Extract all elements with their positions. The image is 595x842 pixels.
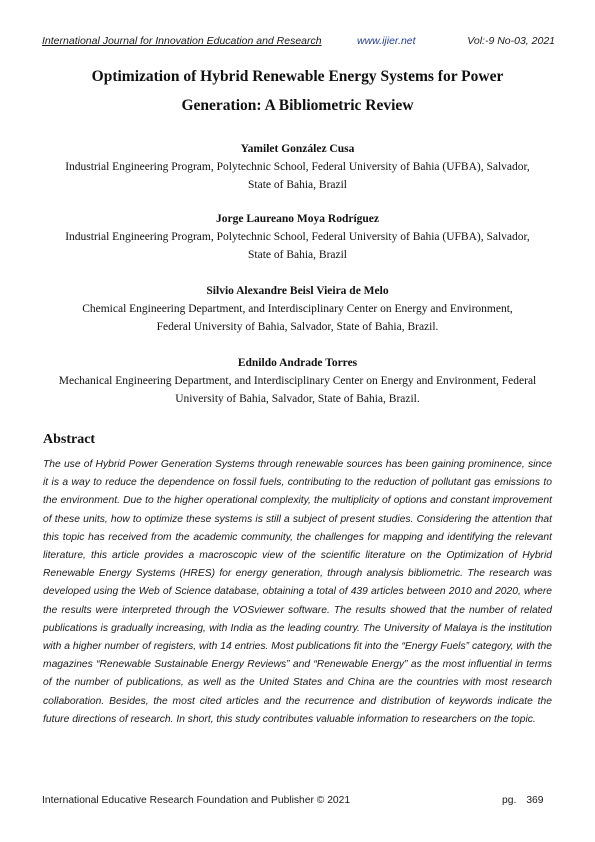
- page-number: 369: [526, 795, 544, 806]
- author-affiliation-line: Federal University of Bahia, Salvador, State of Bahia, Brazil.: [156, 321, 439, 333]
- journal-name: International Journal for Innovation Education and Research: [42, 35, 322, 47]
- author-name: Ednildo Andrade Torres: [237, 357, 358, 369]
- paper-title: [40, 62, 555, 120]
- author-affiliation-line: Chemical Engineering Department, and Interdisciplinary Center on Energy and Environment,: [82, 303, 513, 315]
- page-label: pg.: [502, 795, 517, 806]
- journal-url-link[interactable]: www.ijier.net: [357, 35, 416, 47]
- author-affiliation-line: University of Bahia, Salvador, State of Bahia, Brazil.: [175, 393, 420, 405]
- author-block: [40, 354, 555, 408]
- abstract-heading: Abstract: [43, 432, 96, 447]
- page-footer: [42, 795, 553, 811]
- publisher-copyright: International Educative Research Foundation and Publisher © 2021: [42, 795, 351, 806]
- author-name: Yamilet González Cusa: [240, 143, 355, 155]
- page-number-group: [502, 795, 544, 806]
- author-affiliation-line: State of Bahia, Brazil: [248, 249, 347, 261]
- author-block: [40, 140, 555, 194]
- author-block: [40, 282, 555, 336]
- running-header: [42, 35, 555, 51]
- author-affiliation-line: Industrial Engineering Program, Polytechnic School, Federal University of Bahia (UFBA), Salvador,: [65, 161, 530, 173]
- title-line-2: Generation: A Bibliometric Review: [181, 97, 414, 114]
- author-name: Silvio Alexandre Beisl Vieira de Melo: [206, 285, 389, 297]
- abstract-body: The use of Hybrid Power Generation Systems through renewable sources has been gaining prominence, since it is a way to reduce the dependence on fossil fuels, contributing to the reduction of pollutant gas emissions to the environment. Due to the higher operational complexity, the multiplicity of options and constant improvement of these units, how to optimize these systems is still a subject of present studies. Considering the attention that this topic has received from the academic community, the challenges for mapping and identifying the relevant literature, this article provides a macroscopic view of the scientific literature on the Optimization of Hybrid Renewable Energy Systems (HRES) for energy generation, through analysis bibliometric. The research was developed using the Web of Science database, obtaining a total of 439 articles between 2010 and 2020, where the results were interpreted through the VOSviewer software. The results showed that the number of related publications is gradually increasing, with India as the leading country. The University of Malaya is the institution with a higher number of registers, with 14 entries. Most publications fit into the “Energy Fuels” category, with the magazines “Renewable Sustainable Energy Reviews” and “Renewable Energy” as the most influential in terms of the number of publications, as well as the United States and China are the countries with most research collaboration. Besides, the most cited articles and the recurrence and distribution of keywords indicate the future directions of research. In short, this study contributes valuable information to researchers on the topic.: [43, 459, 552, 725]
- author-affiliation-line: State of Bahia, Brazil: [248, 179, 347, 191]
- title-line-1: Optimization of Hybrid Renewable Energy Systems for Power: [91, 68, 504, 85]
- author-name: Jorge Laureano Moya Rodríguez: [215, 213, 379, 225]
- author-affiliation-line: Mechanical Engineering Department, and Interdisciplinary Center on Energy and Environment, Federal: [58, 375, 537, 387]
- author-block: [40, 210, 555, 264]
- author-affiliation-line: Industrial Engineering Program, Polytechnic School, Federal University of Bahia (UFBA), Salvador,: [65, 231, 530, 243]
- volume-issue: Vol:-9 No-03, 2021: [467, 35, 555, 47]
